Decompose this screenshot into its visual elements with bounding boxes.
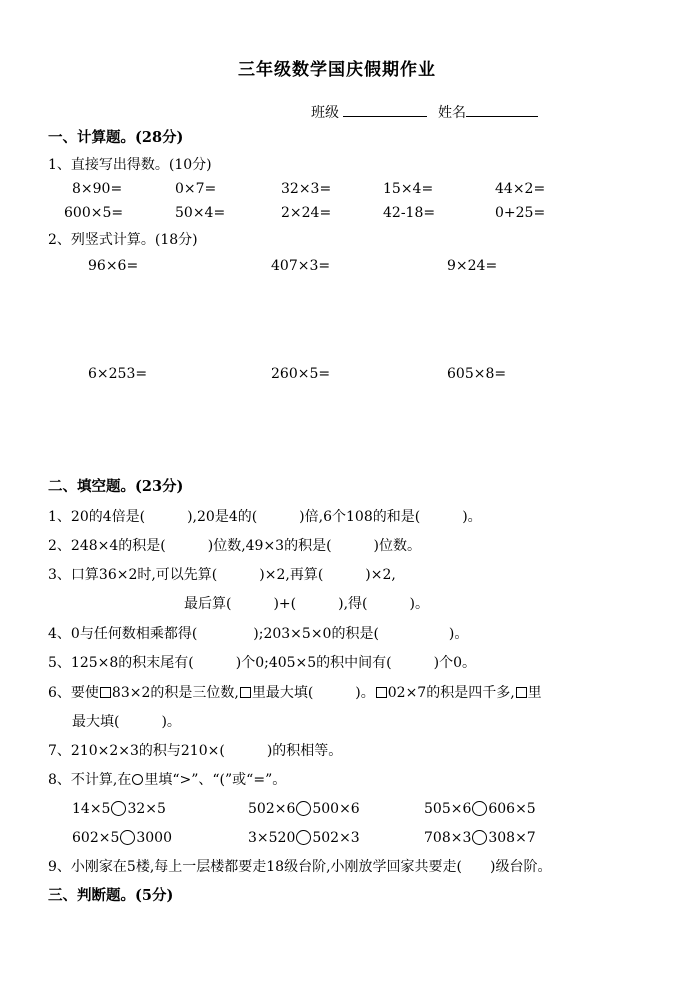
q1-row1-item: 32×3= (281, 181, 332, 197)
compare-circle[interactable] (472, 830, 487, 845)
fill-item-5: 5、125×8的积末尾有( )个0;405×5的积中间有( )个0。 (48, 655, 477, 671)
q1-row1-item: 15×4= (383, 181, 434, 197)
compare-circle[interactable] (111, 801, 126, 816)
q2-heading: 2、列竖式计算。(18分) (48, 232, 198, 248)
q2-row1-item: 407×3= (271, 258, 331, 274)
class-label: 班级 (311, 103, 427, 121)
compare-item: 708×3 308×7 (424, 830, 536, 846)
q1-row1-item: 0×7= (175, 181, 217, 197)
fill-item-2: 2、248×4的积是( )位数,49×3的积是( )位数。 (48, 538, 422, 554)
section-1-heading: 一、计算题。(28分) (48, 129, 184, 146)
fill-item-9: 9、小刚家在5楼,每上一层楼都要走18级台阶,小刚放学回家共要走( )级台阶。 (48, 859, 552, 875)
circle-icon (132, 774, 143, 785)
q1-row2-item: 2×24= (281, 205, 332, 221)
name-blank[interactable] (466, 103, 538, 117)
square-box-icon (376, 687, 387, 698)
section-3-heading: 三、判断题。(5分) (48, 887, 174, 904)
square-box-icon (516, 687, 527, 698)
compare-item: 14×5 32×5 (72, 801, 166, 817)
compare-circle[interactable] (296, 830, 311, 845)
q2-row1-item: 96×6= (88, 258, 139, 274)
class-blank[interactable] (343, 103, 427, 117)
section-2-heading: 二、填空题。(23分) (48, 478, 184, 495)
q1-heading: 1、直接写出得数。(10分) (48, 157, 212, 173)
fill-item-7: 7、210×2×3的积与210×( )的积相等。 (48, 743, 343, 759)
compare-item: 602×5 3000 (72, 830, 172, 846)
fill-item-4: 4、0与任何数相乘都得( );203×5×0的积是( )。 (48, 626, 469, 642)
q2-row2-item: 6×253= (88, 366, 148, 382)
page-title: 三年级数学国庆假期作业 (238, 60, 436, 80)
fill-item-3: 3、口算36×2时,可以先算( )×2,再算( )×2, (48, 567, 396, 583)
compare-circle[interactable] (296, 801, 311, 816)
fill-item-6-cont: 最大填( )。 (72, 714, 181, 730)
fill-item-3-cont: 最后算( )+( ),得( )。 (184, 596, 429, 612)
fill-item-6: 6、要使 83×2的积是三位数, 里最大填( )。 02×7的积是四千多, 里 (48, 685, 542, 701)
q2-row2-item: 605×8= (447, 366, 507, 382)
q1-row2-item: 600×5= (64, 205, 124, 221)
q2-row1-item: 9×24= (447, 258, 498, 274)
q1-row2-item: 0+25= (495, 205, 546, 221)
name-label: 姓名 (438, 103, 538, 121)
compare-circle[interactable] (120, 830, 135, 845)
q2-row2-item: 260×5= (271, 366, 331, 382)
square-box-icon (100, 687, 111, 698)
fill-item-8: 8、不计算,在 里填“>”、“(”或“=”。 (48, 772, 287, 788)
q1-row2-item: 50×4= (175, 205, 226, 221)
compare-item: 502×6 500×6 (248, 801, 360, 817)
q1-row2-item: 42-18= (383, 205, 436, 221)
compare-item: 505×6 606×5 (424, 801, 536, 817)
fill-item-1: 1、20的4倍是( ),20是4的( )倍,6个108的和是( )。 (48, 509, 482, 525)
q1-row1-item: 8×90= (72, 181, 123, 197)
compare-item: 3×520 502×3 (248, 830, 360, 846)
compare-circle[interactable] (472, 801, 487, 816)
q1-row1-item: 44×2= (495, 181, 546, 197)
square-box-icon (240, 687, 251, 698)
